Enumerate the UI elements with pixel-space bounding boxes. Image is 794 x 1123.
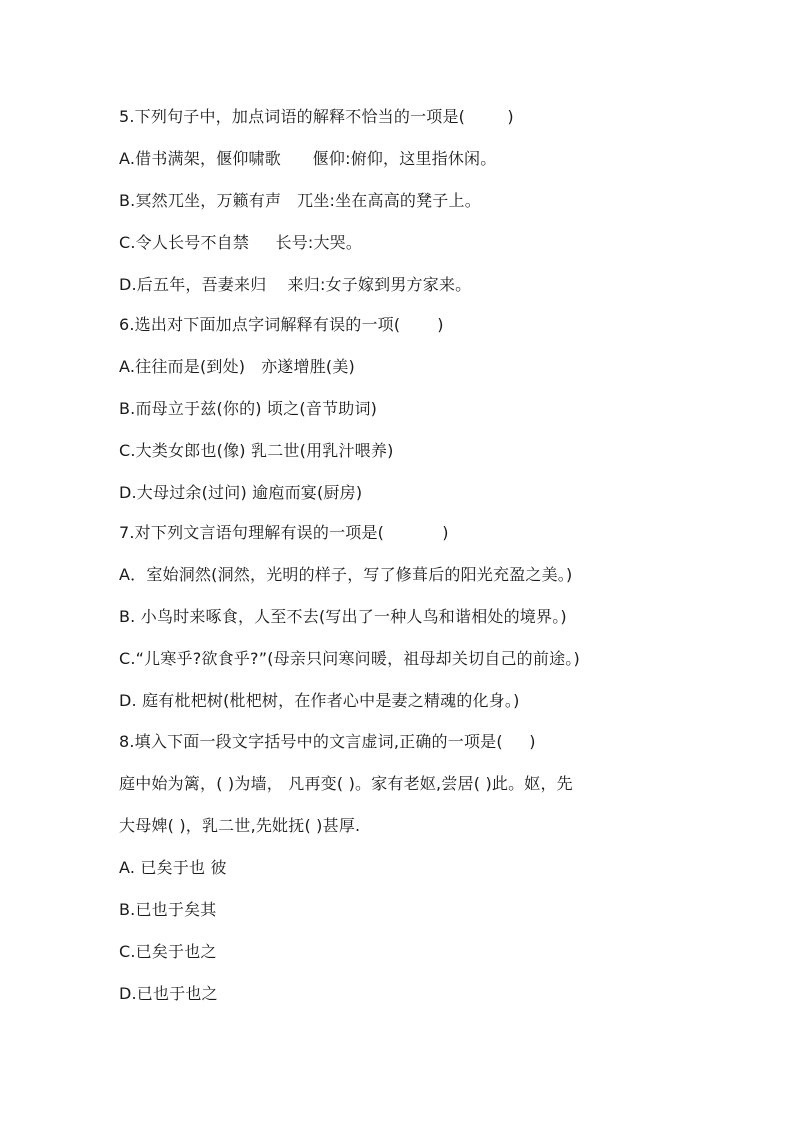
question-6-option-a: A.往往而是(到处) 亦遂增胜(美) (119, 357, 355, 376)
question-7-option-c: C.“儿寒乎?欲食乎?”(母亲只问寒问暖，祖母却关切自己的前途。) (119, 649, 580, 668)
question-8-option-a: A. 已矣于也 彼 (119, 858, 227, 877)
question-5-option-c: C.令人长号不自禁 长号:大哭。 (119, 233, 363, 252)
question-7-stem: 7.对下列文言语句理解有误的一项是( ) (119, 523, 449, 542)
question-6-stem: 6.选出对下面加点字词解释有误的一项( ) (119, 315, 444, 334)
question-5-option-d: D.后五年，吾妻来归 来归:女子嫁到男方家来。 (119, 275, 472, 294)
question-8-option-c: C.已矣于也之 (119, 942, 217, 961)
question-6-option-c: C.大类女郎也(像) 乳二世(用乳汁喂养) (119, 441, 394, 460)
question-5-option-a: A.借书满架，偃仰啸歌 偃仰:俯仰，这里指休闲。 (119, 149, 497, 168)
question-8-stem: 8.填入下面一段文字括号中的文言虚词,正确的一项是( ) (119, 732, 536, 751)
question-8-option-b: B.已也于矣其 (119, 900, 217, 919)
question-8-passage-line-2: 大母婢( )，乳二世,先妣抚( )甚厚. (119, 816, 361, 835)
question-5-option-b: B.冥然兀坐，万籁有声 兀坐:坐在高高的凳子上。 (119, 191, 481, 210)
question-7-option-a: A．室始洞然(洞然，光明的样子，写了修葺后的阳光充盈之美。) (119, 565, 573, 584)
question-7-option-d: D. 庭有枇杷树(枇杷树，在作者心中是妻之精魂的化身。) (119, 691, 520, 710)
question-8-option-d: D.已也于也之 (119, 984, 218, 1003)
question-6-option-b: B.而母立于兹(你的) 顷之(音节助词) (119, 399, 378, 418)
question-6-option-d: D.大母过余(过问) 逾庖而宴(厨房) (119, 483, 363, 502)
question-7-option-b: B. 小鸟时来啄食，人至不去(写出了一种人鸟和谐相处的境界。) (119, 607, 567, 626)
question-8-passage-line-1: 庭中始为篱，( )为墙， 凡再变( )。家有老妪,尝居( )此。妪，先 (119, 774, 573, 793)
question-5-stem: 5.下列句子中，加点词语的解释不恰当的一项是( ) (119, 107, 514, 126)
